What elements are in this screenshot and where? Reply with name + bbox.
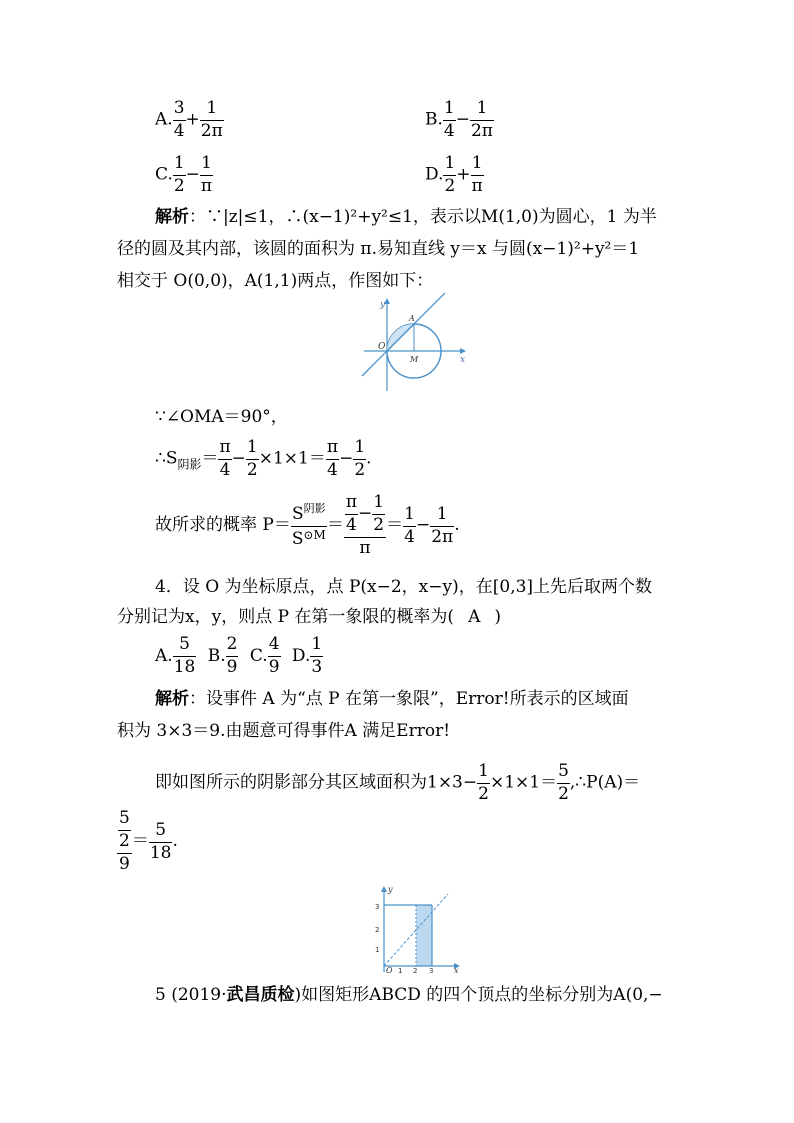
q4-solution-line-2: 积为 3×3＝9.由题意可得事件A 满足Error! — [117, 721, 451, 741]
q4-solution-line-3: 即如图所示的阴影部分其区域面积为1×3− $\frac{1}{2}$ ×1×1＝ $\frac{5}{2}$ ,∴P(A)＝ — [155, 761, 641, 804]
q3-probability-equation: 故所求的概率 P＝ $\frac{S^{阴影}}{S^{⊙M}}$ ＝ $\frac{\pi}{4}$ − $\frac{1}{2}$ π ＝ $\frac{1}{4}$ − $\frac{1}{2\pi}$ . — [155, 492, 460, 558]
q3-area-equation: $\therefore S_{阴影}=$ $\frac{\pi}{4}$ − $\frac{1}{2}$ ×1×1＝ $\frac{\pi}{4}$ − $\frac{1}{2}$ . — [155, 437, 372, 480]
q4-question-line-2: 分别记为x，y，则点 P 在第一象限的概率为( A ) — [117, 607, 501, 627]
q4-option-d: D. $\frac{1}{3}$ — [291, 634, 323, 677]
fig1-x-label: x — [460, 355, 466, 365]
q4-options — [155, 636, 323, 676]
fig1-o-label: O — [378, 342, 386, 352]
fig2-x-label: x — [454, 966, 459, 974]
q4-final-fraction: $\frac{\frac{5}{2}}{9}$ ＝ $\frac{5}{18}$ . — [119, 808, 178, 874]
q4-answer: A — [468, 607, 481, 627]
q3-option-a: A. $\frac{3}{4}$ + $\frac{1}{2\pi}$ — [155, 98, 223, 141]
solution-heading: 解析 — [155, 689, 189, 709]
fig2-x-tick-1: 1 — [398, 967, 403, 974]
q4-question-line-1: 4．设 O 为坐标原点，点 P(x−2，x−y)，在[0,3]上先后取两个数 — [155, 577, 653, 597]
q4-option-b: B. $\frac{2}{9}$ — [207, 634, 238, 677]
fig1-m-label: M — [410, 355, 419, 364]
fig2-y-tick-3: 3 — [375, 903, 380, 911]
fig2-y-tick-1: 1 — [375, 946, 380, 954]
q3-solution-line-1: 解析：∵|z|≤1，∴(x−1)²+y²≤1，表示以M(1,0)为圆心，1 为半 — [155, 207, 657, 227]
fig2-x-tick-2: 2 — [413, 967, 418, 974]
fig1-a-label: A — [409, 314, 415, 323]
fig2-y-tick-2: 2 — [375, 926, 380, 934]
fig1-y-label: y — [380, 300, 386, 310]
q3-option-c: C. $\frac{1}{2}$ − $\frac{1}{\pi}$ — [155, 153, 213, 196]
q3-solution-line-3: 相交于 O(0,0)，A(1,1)两点，作图如下： — [117, 271, 434, 291]
fig2-x-tick-3: 3 — [429, 967, 434, 974]
fig2-o-label: O — [386, 966, 393, 974]
figure-circle-diagram — [360, 293, 470, 395]
q4-option-c: C. $\frac{4}{9}$ — [249, 634, 280, 677]
q3-option-d: D. $\frac{1}{2}$ + $\frac{1}{\pi}$ — [425, 153, 483, 196]
solution-heading: 解析 — [155, 207, 189, 227]
figure-square-region — [370, 884, 462, 974]
q4-solution-line-1: 解析：设事件 A 为“点 P 在第一象限”，Error!所表示的区域面 — [155, 689, 629, 709]
q3-option-b: B. $\frac{1}{4}$ − $\frac{1}{2\pi}$ — [425, 98, 493, 141]
q3-solution-line-2: 径的圆及其内部，该圆的面积为 π.易知直线 y＝x 与圆(x−1)²+y²＝1 — [117, 239, 640, 259]
q5-question-line-1: 5 (2019·武昌质检)如图矩形ABCD 的四个顶点的坐标分别为A(0,− — [155, 985, 663, 1005]
q4-option-a: A. $\frac{5}{18}$ — [155, 634, 196, 677]
fig2-y-label: y — [388, 885, 393, 894]
q3-angle-line: ∵∠OMA＝90°， — [155, 407, 288, 427]
